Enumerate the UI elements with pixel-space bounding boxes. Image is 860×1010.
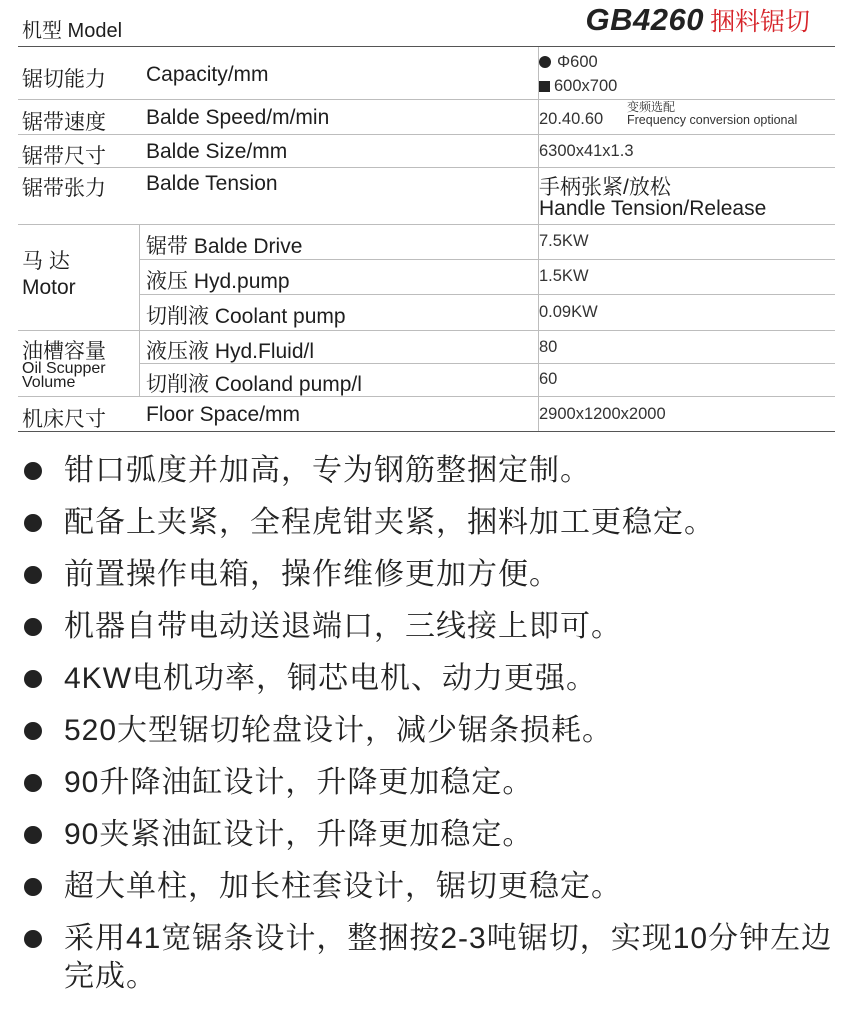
feature-list [24,452,844,1010]
feature-item [24,660,844,698]
feature-item [24,764,844,802]
feature-item [24,868,844,906]
motor-item-label: 液压 Hyd.pump [146,270,290,293]
oil-row-coolant [140,364,835,396]
feature-text: 超大单柱，加长柱套设计，锯切更稳定。 [64,870,622,903]
spec-value-cell [538,47,618,99]
spec-label-en: Capacity/mm [146,63,269,86]
motor-item-value: 0.09KW [539,303,598,321]
bullet-icon [24,878,42,896]
oil-item-value: 80 [539,338,558,356]
feature-item [24,712,844,750]
model-label: 机型 Model [22,20,123,42]
blade-speed-note-cn: 变频选配 [627,100,676,114]
oil-label-en: Oil Scupper Volume [22,360,106,391]
feature-text: 520大型锯切轮盘设计，减少锯条损耗。 [64,714,614,747]
feature-text: 前置操作电箱，操作维修更加方便。 [64,558,560,591]
spec-label-cn: 锯切能力 [22,68,106,91]
capacity-round-value: Φ600 [557,53,598,71]
feature-text: 配备上夹紧，全程虎钳夹紧，捆料加工更稳定。 [64,506,715,539]
spec-group-motor [18,225,835,331]
motor-label [22,249,76,301]
spec-label-cn: 锯带速度 [22,111,106,134]
model-title [586,2,810,38]
model-name: 捆料锯切 [709,8,810,36]
model-code: GB4260 [585,2,704,37]
spec-row-blade-tension [18,168,835,225]
feature-item [24,556,844,594]
feature-text: 采用41宽锯条设计，整捆按2-3吨锯切，实现10分钟左边完成。 [64,922,833,993]
spec-value-cell [538,135,634,167]
feature-item [24,608,844,646]
feature-item [24,452,844,490]
spec-label-cn: 锯带尺寸 [22,145,106,168]
spec-value-cell [538,295,598,330]
motor-row-coolant-pump [140,295,835,330]
spec-value-cell [538,397,666,431]
feature-text: 钳口弧度并加高，专为钢筋整捆定制。 [64,454,591,487]
feature-text: 90升降油缸设计，升降更加稳定。 [64,766,534,799]
bullet-icon [24,618,42,636]
spec-value-cell [538,260,589,294]
spec-label-en: Balde Speed/m/min [146,106,330,129]
motor-label-cn: 马 达 [22,250,70,273]
spec-row-blade-speed [18,100,835,135]
oil-item-value: 60 [539,370,558,388]
spec-group-oil [18,331,835,397]
motor-item-label: 切削液 Coolant pump [146,305,346,328]
motor-item-label: 锯带 Balde Drive [146,235,303,258]
spec-value-cell [538,225,589,259]
capacity-round [539,53,598,72]
oil-label-cn: 油槽容量 [22,340,106,363]
spec-label-cn: 机床尺寸 [22,408,106,431]
spec-table [18,47,835,432]
capacity-square-value: 600x700 [554,77,618,95]
oil-row-hyd-fluid [140,331,835,364]
spec-label-en: Floor Space/mm [146,403,301,426]
feature-item [24,504,844,542]
bullet-icon [24,462,42,480]
motor-item-value: 1.5KW [539,267,589,285]
bullet-icon [24,514,42,532]
feature-item [24,816,844,854]
motor-label-en: Motor [22,276,76,299]
motor-row-blade-drive [140,225,835,260]
blade-tension-value-cn: 手柄张紧/放松 [539,176,671,199]
bullet-icon [24,566,42,584]
spec-label-en: Balde Size/mm [146,140,288,163]
blade-speed-value: 20.40.60 [539,110,604,128]
spec-row-blade-size [18,135,835,168]
spec-row-capacity [18,47,835,100]
spec-value-cell [538,364,558,396]
oil-item-label: 液压液 Hyd.Fluid/l [146,340,315,363]
motor-row-hyd-pump [140,260,835,295]
header [0,0,860,46]
bullet-icon [24,826,42,844]
round-bar-icon [539,56,551,68]
oil-item-label: 切削液 Cooland pump/l [146,373,362,396]
spec-value-cell [538,100,798,134]
blade-speed-note-en: Frequency conversion optional [627,113,798,127]
bullet-icon [24,670,42,688]
bullet-icon [24,722,42,740]
spec-label-cn: 锯带张力 [22,177,106,200]
capacity-square [539,77,617,96]
spec-value-cell [538,331,558,363]
spec-row-floor-space [18,397,835,432]
spec-label-en: Balde Tension [146,172,278,195]
blade-size-value: 6300x41x1.3 [539,142,634,160]
bullet-icon [24,774,42,792]
blade-tension-value-en: Handle Tension/Release [539,197,767,220]
feature-text: 机器自带电动送退端口，三线接上即可。 [64,610,622,643]
bullet-icon [24,930,42,948]
spec-value-cell [538,168,767,224]
feature-text: 4KW电机功率，铜芯电机、动力更强。 [64,662,598,695]
floor-space-value: 2900x1200x2000 [539,405,666,423]
motor-item-value: 7.5KW [539,232,589,250]
square-bar-icon [539,81,550,92]
feature-text: 90夹紧油缸设计，升降更加稳定。 [64,818,534,851]
feature-item [24,920,844,996]
